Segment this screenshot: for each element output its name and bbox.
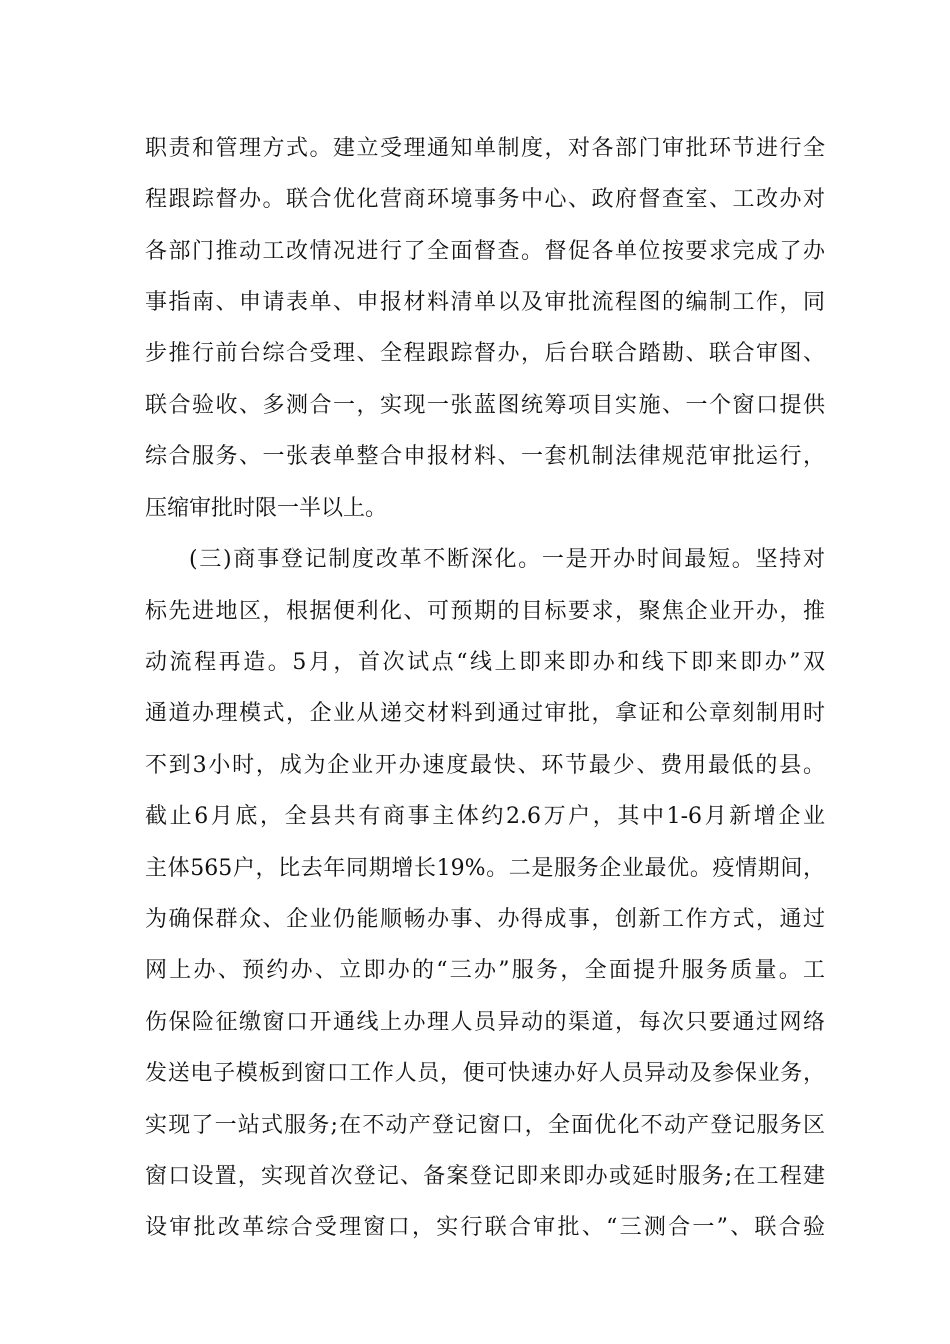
text-line: 为确保群众、企业仍能顺畅办事、办得成事，创新工作方式，通过 [145,907,825,932]
text-line: 程跟踪督办。联合优化营商环境事务中心、政府督查室、工改办对 [145,187,825,212]
text-line: 不到3小时，成为企业开办速度最快、环节最少、费用最低的县。 [145,753,825,778]
text-line: 网上办、预约办、立即办的“三办”服务，全面提升服务质量。工 [145,958,825,983]
text-line: 步推行前台综合受理、全程跟踪督办，后台联合踏勘、联合审图、 [145,341,825,366]
text-line: 设审批改革综合受理窗口，实行联合审批、“三测合一”、联合验 [145,1215,825,1240]
text-line: 主体565户，比去年同期增长19%。二是服务企业最优。疫情期间， [145,856,825,881]
text-line: 联合验收、多测合一，实现一张蓝图统筹项目实施、一个窗口提供 [145,393,825,418]
text-line: 实现了一站式服务;在不动产登记窗口，全面优化不动产登记服务区 [145,1113,825,1138]
section-heading-line: (三)商事登记制度改革不断深化。一是开办时间最短。坚持对 [189,547,825,572]
text-line: 截止6月底，全县共有商事主体约2.6万户，其中1-6月新增企业 [145,804,825,829]
text-line: 通道办理模式，企业从递交材料到通过审批，拿证和公章刻制用时 [145,701,825,726]
text-line: 动流程再造。5月，首次试点“线上即来即办和线下即来即办”双 [145,650,825,675]
text-line: 发送电子模板到窗口工作人员，便可快速办好人员异动及参保业务， [145,1061,825,1086]
text-line: 伤保险征缴窗口开通线上办理人员异动的渠道，每次只要通过网络 [145,1010,825,1035]
text-line: 窗口设置，实现首次登记、备案登记即来即办或延时服务;在工程建 [145,1164,825,1189]
text-line: 各部门推动工改情况进行了全面督查。督促各单位按要求完成了办 [145,239,825,264]
text-line: 职责和管理方式。建立受理通知单制度，对各部门审批环节进行全 [145,136,825,161]
text-line: 压缩审批时限一半以上。 [145,496,388,521]
text-line: 综合服务、一张表单整合申报材料、一套机制法律规范审批运行， [145,444,825,469]
text-line: 标先进地区，根据便利化、可预期的目标要求，聚焦企业开办，推 [145,599,825,624]
text-line: 事指南、申请表单、申报材料清单以及审批流程图的编制工作，同 [145,290,825,315]
